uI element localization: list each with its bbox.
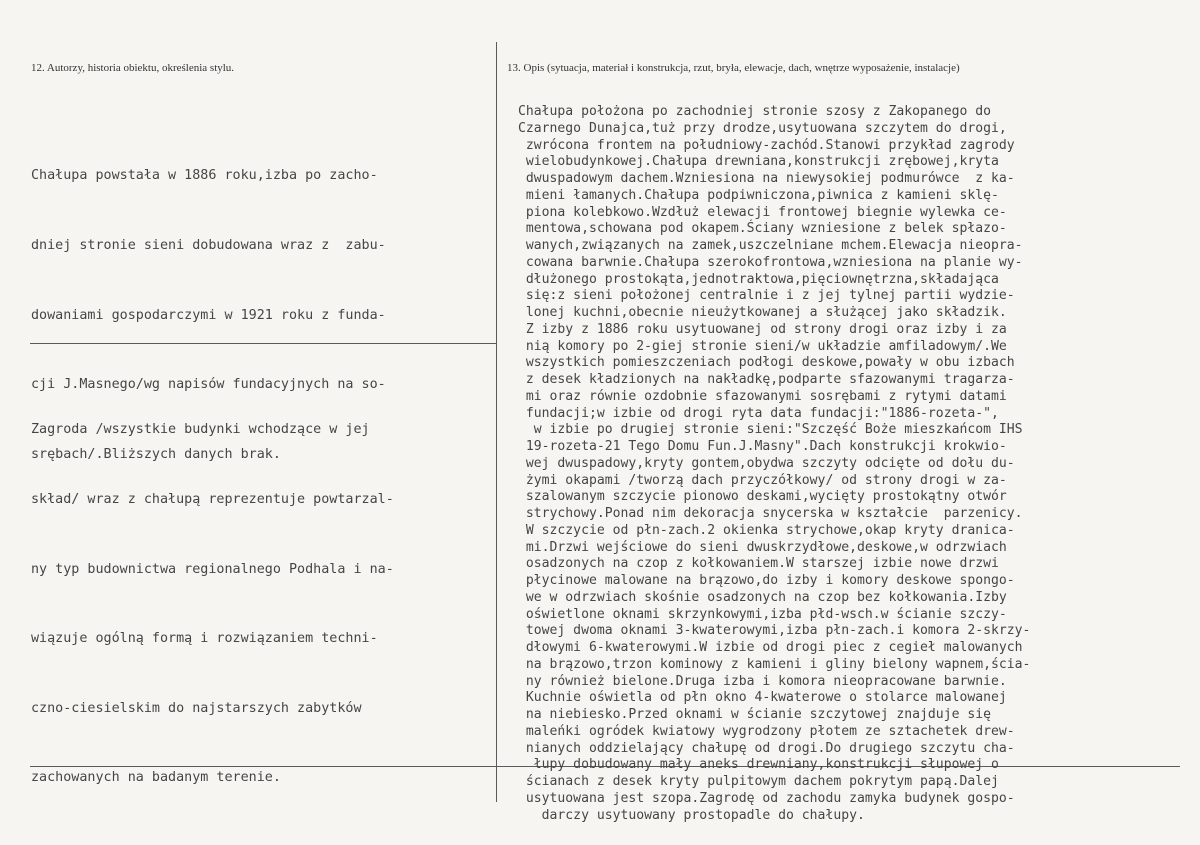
description-line: wielobudynkowej.Chałupa drewniana,konstrukcji zrębowej,kryta bbox=[518, 154, 999, 170]
description-line: wej dwuspadowy,kryty gontem,obydwa szczyty odcięte od dołu du- bbox=[518, 455, 1015, 471]
description-line: dłużonego prostokąta,jednotraktowa,pięciownętrzna,składająca bbox=[518, 271, 999, 287]
description-line: dłowymi 6-kwaterowymi.W izbie od drogi piec z cegieł malowanych bbox=[518, 640, 1023, 655]
description-line: łupy dobudowany mały aneks drewniany,konstrukcji słupowej o bbox=[518, 757, 999, 773]
description-line: maleńki ogródek kwiatowy wygrodzony płotem ze sztachetek drew- bbox=[518, 723, 1015, 739]
description-line: płycinowe malowane na brązowo,do izby i komory deskowe spongo- bbox=[518, 573, 1015, 588]
description-line: na niebiesko.Przed oknami w ścianie szczytowej znajduje się bbox=[518, 707, 991, 722]
description-line: mieni łamanych.Chałupa podpiwniczona,piwnica z kamieni sklę- bbox=[518, 187, 999, 203]
description-line: oświetlone oknami skrzynkowymi,izba płd-wsch.w ścianie szczy- bbox=[518, 606, 1007, 622]
description-line: Czarnego Dunajca,tuż przy drodze,usytuowana szczytem do drogi, bbox=[518, 120, 1007, 136]
description-line: fundacji;w izbie od drogi ryta data fundacji:"1886-rozeta-", bbox=[518, 405, 999, 421]
description-line: się:z sieni położonej centralnie i z jej tylnej partii wydzie- bbox=[518, 288, 1015, 304]
description-line: 19-rozeta-21 Tego Domu Fun.J.Masny".Dach konstrukcji krokwio- bbox=[518, 439, 1007, 454]
description-line: z desek kładzionych na nakładkę,podparte sfazowanymi tragarza- bbox=[518, 372, 1015, 387]
style-line: skład/ wraz z chałupą reprezentuje powtarzal- bbox=[31, 492, 394, 508]
description-line: Z izby z 1886 roku usytuowanej od strony drogi oraz izby i za bbox=[518, 321, 1007, 337]
description-line: żymi okapami /tworzą dach przyczółkowy/ od strony drogi w za- bbox=[518, 472, 1007, 488]
style-line: zachowanych na badanym terenie. bbox=[31, 770, 281, 786]
history-line: srębach/.Bliższych danych brak. bbox=[31, 446, 281, 462]
description-line: usytuowana jest szopa.Zagrodę od zachodu zamyka budynek gospo- bbox=[518, 790, 1015, 806]
vertical-divider bbox=[496, 42, 497, 802]
style-text bbox=[31, 372, 394, 836]
description-line: zwrócona frontem na południowy-zachód.Stanowi przykład zagrody bbox=[518, 137, 1015, 153]
history-line: dniej stronie sieni dobudowana wraz z zabu- bbox=[31, 238, 386, 254]
description-line: mentowa,schowana pod okapem.Ściany wzniesione z belek spłazo- bbox=[518, 221, 1007, 237]
description-line: we w odrzwiach skośnie osadzonych na czop bez kołkowania.Izby bbox=[518, 589, 1007, 605]
description-line: cowana barwnie.Chałupa szerokofrontowa,wzniesiona na planie wy- bbox=[518, 254, 1023, 270]
style-line: ny typ budownictwa regionalnego Podhala i na- bbox=[31, 561, 394, 577]
description-line: darczy usytuowany prostopadle do chałupy. bbox=[518, 807, 865, 823]
description-line: osadzonych na czop z kołkowaniem.W starszej izbie nowe drzwi bbox=[518, 556, 999, 572]
history-line: Chałupa powstała w 1886 roku,izba po zacho- bbox=[31, 168, 378, 184]
description-line: wszystkich pomieszczeniach podłogi deskowe,powały w obu izbach bbox=[518, 355, 1015, 371]
description-line: strychowy.Ponad nim dekoracja snycerska w kształcie parzenicy. bbox=[518, 506, 1023, 521]
description-line: W szczycie od płn-zach.2 okienka strychowe,okap kryty dranica- bbox=[518, 522, 1015, 538]
section-13-heading: 13. Opis (sytuacja, materiał i konstrukcja, rzut, bryła, elewacje, dach, wnętrze wyposażenie, instalacje) bbox=[507, 62, 960, 74]
description-line: towej dwoma oknami 3-kwaterowymi,izba płn-zach.i komora 2-skrzy- bbox=[518, 623, 1031, 639]
description-line: lonej kuchni,obecnie nieużytkowanej a służącej jako składzik. bbox=[518, 305, 1007, 320]
style-line: wiązuje ogólną formą i rozwiązaniem techni- bbox=[31, 631, 378, 647]
history-line: cji J.Masnego/wg napisów fundacyjnych na so- bbox=[31, 377, 386, 393]
description-line: nianych oddzielający chałupę od drogi.Do drugiego szczytu cha- bbox=[518, 740, 1015, 756]
description-line: dwuspadowym dachem.Wzniesiona na niewysokiej podmurówce z ka- bbox=[518, 171, 1015, 186]
description-line: mi oraz równie ozdobnie sfazowanymi sosrębami z rytymi datami bbox=[518, 388, 1007, 404]
description-line: wanych,związanych na zamek,uszczelniane mchem.Elewacja nieopra- bbox=[518, 238, 1023, 253]
description-text bbox=[518, 104, 1030, 824]
description-line: ny również bielone.Druga izba i komora nieopracowane barwnie. bbox=[518, 673, 1007, 689]
description-line: ścianach z desek kryty pulpitowym dachem pokrytym papą.Dalej bbox=[518, 774, 999, 789]
description-line: na brązowo,trzon kominowy z kamieni i gliny bielony wapnem,ścia- bbox=[518, 656, 1031, 672]
description-line: nią komory po 2-giej stronie sieni/w układzie amfiladowym/.We bbox=[518, 338, 1007, 354]
section-12-heading: 12. Autorzy, historia obiektu, określenia stylu. bbox=[31, 62, 235, 74]
description-line: w izbie po drugiej stronie sieni:"Szczęść Boże mieszkańcom IHS bbox=[518, 422, 1023, 438]
description-line: Chałupa położona po zachodniej stronie szosy z Zakopanego do bbox=[518, 104, 991, 119]
description-line: Kuchnie oświetla od płn okno 4-kwaterowe o stolarce malowanej bbox=[518, 690, 1007, 706]
description-line: szalowanym szczycie pionowo deskami,wycięty prostokątny otwór bbox=[518, 489, 1007, 505]
description-line: mi.Drzwi wejściowe do sieni dwuskrzydłowe,deskowe,w odrzwiach bbox=[518, 539, 1007, 555]
description-line: piona kolebkowo.Wzdłuż elewacji frontowej biegnie wylewka ce- bbox=[518, 204, 1007, 220]
style-line: Zagroda /wszystkie budynki wchodzące w jej bbox=[31, 422, 370, 438]
history-line: dowaniami gospodarczymi w 1921 roku z funda- bbox=[31, 307, 386, 323]
style-line: czno-ciesielskim do najstarszych zabytków bbox=[31, 700, 362, 716]
